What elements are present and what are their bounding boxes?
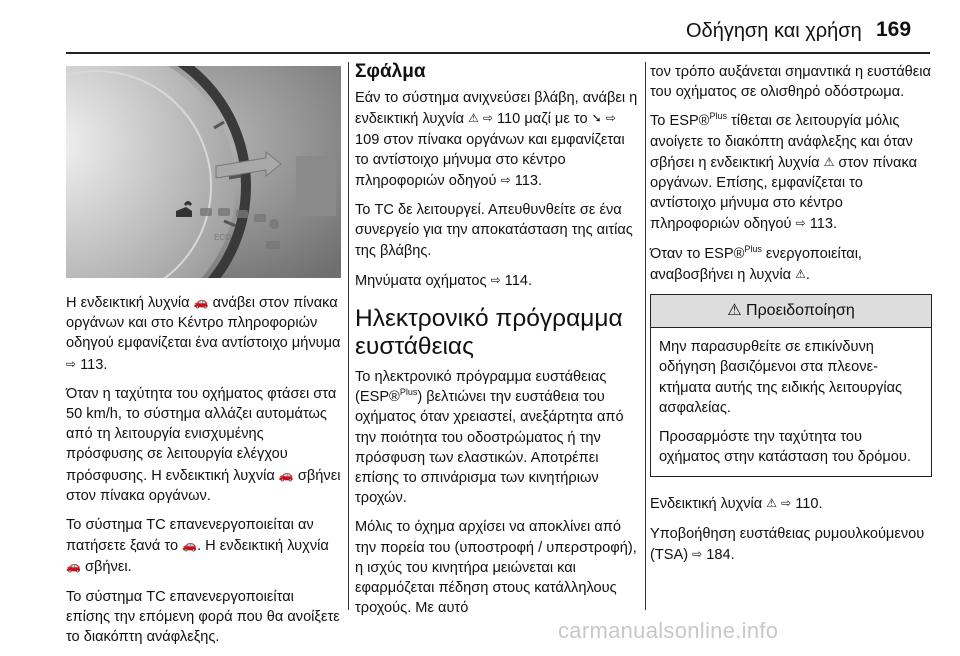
paragraph: Το σύστημα TC επανενεργοποιείται αν πατήσετε ξανά το 🚗. Η ενδεικτική λυχνία 🚗 σβήνει. xyxy=(66,517,329,576)
paragraph: Όταν η ταχύτητα του οχήματος φτάσει στα 50 km/h, το σύστημα αλλάζει αυτομάτως από τη λειτουργία ενισχυμένης πρόσφυσης σε λειτουργία ελέγχου πρόσφυσης. Η ενδεικτική λυχνία 🚗 σβήνει στον πίνακα οργάνων. xyxy=(66,385,341,504)
paragraph: Όταν το ESP®$^{Plus}$ ενεργοποιείται, αναβοσβήνει η λυχνία ⚠. xyxy=(650,243,862,283)
page-reference-arrow-icon: ⇨ xyxy=(500,173,511,188)
paragraph: Εάν το σύστημα ανιχνεύσει βλάβη, ανάβει η ενδεικτική λυχνία ⚠ ⇨ 110 μαζί με το ➘ ⇨ 109 στον πίνακα οργάνων και εμφανίζεται το αντίστοιχο μήνυμα στο κέντρο πληροφοριών οδηγού ⇨ 113. xyxy=(355,90,638,190)
page-header-title: Οδήγηση και χρήση xyxy=(686,20,862,42)
tyre-warning-icon: ➘ xyxy=(591,111,602,126)
left-column xyxy=(66,292,341,656)
plus-superscript: Plus xyxy=(744,243,762,254)
column-divider-right xyxy=(645,62,646,610)
plus-superscript: Plus xyxy=(709,111,727,122)
fault-heading: Σφάλμα xyxy=(355,61,426,82)
column-divider-left xyxy=(348,62,349,610)
warning-title: Προειδοποίηση xyxy=(746,302,855,320)
page-reference-arrow-icon: ⇨ xyxy=(605,111,616,126)
paragraph: Υποβοήθηση ευστάθειας ρυμουλκούμενου (TSA) ⇨ 184. xyxy=(650,525,925,563)
right-column xyxy=(650,62,932,574)
paragraph: Το ESP®$^{Plus}$ τίθεται σε λειτουργία μόλις ανοίγετε το διακόπτη ανάφλεξης και όταν σβήσει η ενδεικτική λυχνία ⚠ στον πίνακα οργάνων. Επίσης, εμφανίζεται το αντίστοιχο μήνυμα στο κέντρο πληροφοριών οδηγού ⇨ 113. xyxy=(650,111,918,233)
paragraph: Το σύστημα TC επανενεργοποιείται επίσης την επόμενη φορά που θα ανοίξετε το διακόπτη ανάφλεξης. xyxy=(66,588,340,646)
page-reference-arrow-icon: ⇨ xyxy=(66,356,77,371)
tc-off-icon: 🚗 xyxy=(182,538,198,553)
tc-off-icon: 🚗 xyxy=(278,467,294,482)
paragraph: Μην παρασυρθείτε σε επικίνδυνη οδήγηση βασιζόμενοι στα πλεονεκτήματα αυτής της ειδικής λειτουργίας ασφαλείας. xyxy=(659,339,903,416)
page-reference-arrow-icon: ⇨ xyxy=(482,111,493,126)
paragraph: Μόλις το όχημα αρχίσει να αποκλίνει από την πορεία του (υποστροφή / υπερστροφή), η ισχύς του κινητήρα μειώνεται και εφαρμόζεται πέδηση στους κατάλληλους τροχούς. Με αυτό xyxy=(355,519,637,617)
warning-box xyxy=(650,294,932,477)
plus-superscript: Plus xyxy=(399,387,418,398)
warning-triangle-icon: ⚠ xyxy=(727,302,742,320)
warning-header xyxy=(651,295,931,328)
esp-warning-icon: ⚠ xyxy=(766,496,778,511)
page-reference-arrow-icon: ⇨ xyxy=(795,216,806,231)
middle-column xyxy=(355,62,642,627)
section-heading: Ηλεκτρονικό πρόγραμμα ευστάθειας xyxy=(355,305,623,361)
instrument-cluster-photo xyxy=(66,66,341,278)
page-reference-arrow-icon: ⇨ xyxy=(490,272,501,287)
tc-off-icon: 🚗 xyxy=(66,559,81,574)
paragraph: Μηνύματα οχήματος ⇨ 114. xyxy=(355,272,532,289)
page-number: 169 xyxy=(876,18,912,41)
paragraph: Προσαρμόστε την ταχύτητα του οχήματος στην κατάσταση του δρόμου. xyxy=(659,429,911,466)
esp-warning-icon: ⚠ xyxy=(468,111,479,126)
paragraph: Ενδεικτική λυχνία ⚠ ⇨ 110. xyxy=(650,496,823,513)
header-rule xyxy=(66,52,930,54)
paragraph: Το TC δε λειτουργεί. Απευθυνθείτε σε ένα συνεργείο για την αποκατάσταση της αιτίας της βλάβης. xyxy=(355,202,633,259)
eco-label: ECO xyxy=(214,233,232,242)
paragraph: τον τρόπο αυξάνεται σημαντικά η ευστάθεια του οχήματος σε ολισθηρό οδόστρωμα. xyxy=(650,64,931,101)
warning-body xyxy=(651,328,931,467)
paragraph: Το ηλεκτρονικό πρόγραμμα ευστάθειας (ESP®$^{Plus}$) βελτιώνει την ευστάθεια του οχήματος όταν χρειαστεί, ανεξάρτητα από την ποιότητα του οδοστρώματος ή την πρόσφυση των ελαστικών. Αποτρέπει επίσης το σπινάρισμα των κινητήριων τροχών. xyxy=(355,369,624,507)
esp-warning-icon: ⚠ xyxy=(823,154,835,169)
tc-off-icon: 🚗 xyxy=(193,295,209,309)
paragraph: Η ενδεικτική λυχνία 🚗 ανάβει στον πίνακα οργάνων και στο Κέντρο πληροφοριών οδηγού εμφανίζεται ένα αντίστοιχο μήνυμα ⇨ 113. xyxy=(66,295,341,373)
esp-warning-icon: ⚠ xyxy=(795,266,806,281)
watermark: carmanualsonline.info xyxy=(558,618,779,643)
instrument-cluster-illustration xyxy=(66,66,341,278)
page-reference-arrow-icon: ⇨ xyxy=(692,546,703,561)
page-reference-arrow-icon: ⇨ xyxy=(781,496,792,511)
